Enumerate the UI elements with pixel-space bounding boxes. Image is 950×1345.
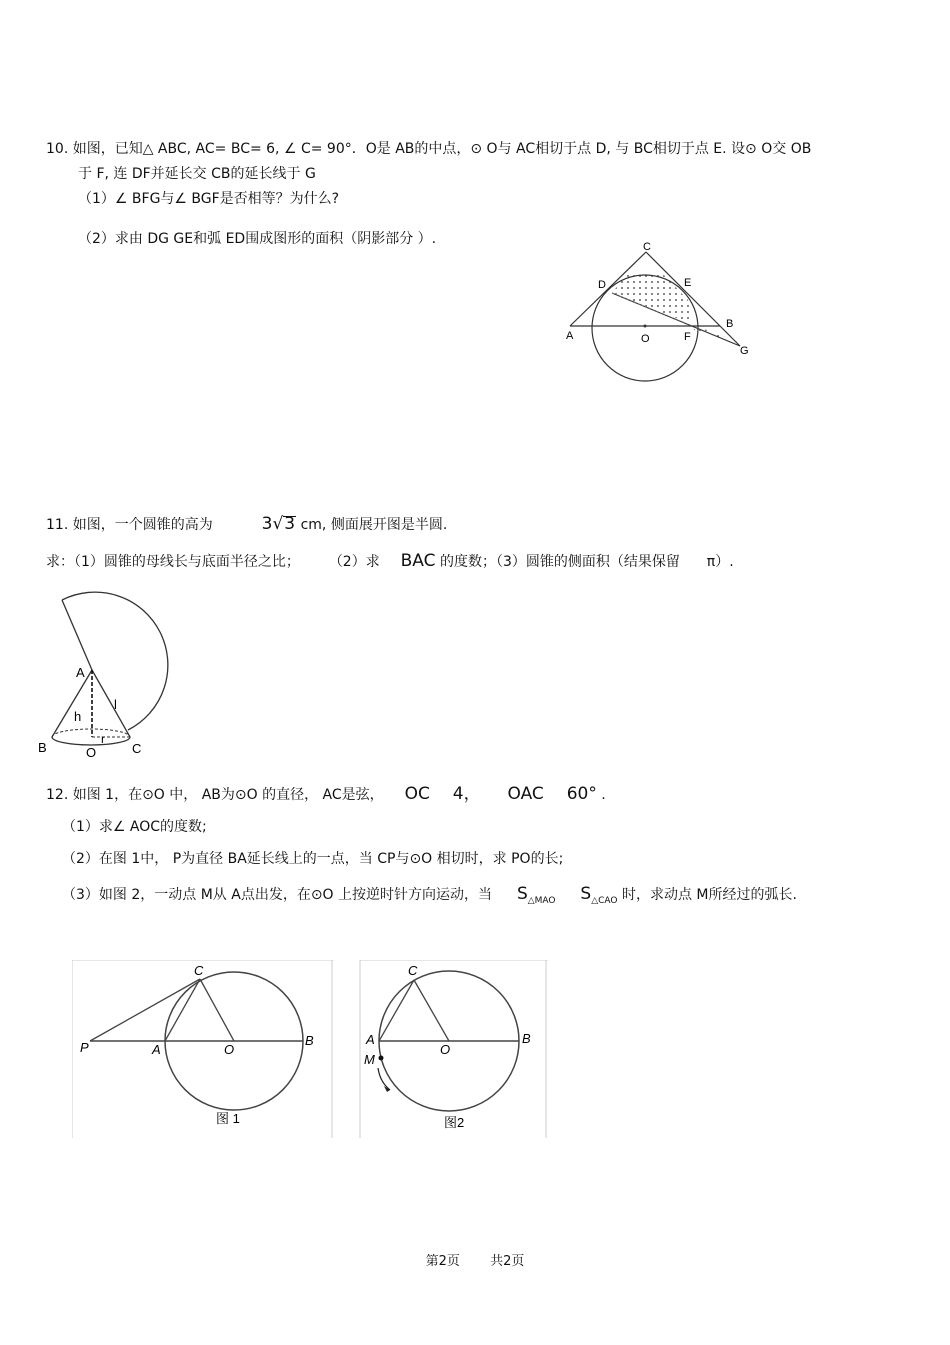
q11-line2-d: 的度数；（3）圆锥的侧面积（结果保留 (439, 554, 680, 570)
q10-label-o: O (641, 333, 650, 345)
fig1-label-a: A (152, 1042, 161, 1057)
q10-label-g: G (740, 345, 749, 357)
q11-label-o: O (86, 745, 97, 760)
fig2-label-o: O (440, 1042, 451, 1057)
footer-page: 第2页 (425, 1254, 460, 1269)
fig2-label-c: C (408, 963, 418, 978)
q10-label-b: B (726, 318, 734, 330)
q11-figure (30, 585, 200, 765)
q10-part2: （2）求由 DG GE和弧 ED围成图形的面积（阴影部分 ）. (78, 231, 437, 247)
q12-line1-a: 12. 如图 1，在⊙O 中， AB为⊙O 的直径， AC是弦， (46, 787, 384, 803)
q11-label-b: B (38, 740, 47, 755)
q12-part3 (62, 885, 797, 910)
q10-figure (560, 238, 760, 388)
fig2-label-b: B (522, 1031, 531, 1046)
q11-label-l: l (114, 697, 117, 712)
q12-s2: S (580, 884, 592, 904)
q10-label-a: A (566, 330, 574, 342)
q11-line2-b: （2）求 (328, 554, 380, 570)
q12-s2-sub: △CAO (591, 895, 618, 906)
q11-label-h: h (74, 709, 82, 724)
q12-part3-a: （3）如图 2，一动点 M从 A点出发，在⊙O 上按逆时针方向运动，当 (62, 887, 493, 903)
page-footer (0, 1250, 950, 1269)
q10-label-e: E (684, 277, 692, 289)
q12-part1: （1）求∠ AOC的度数; (62, 819, 207, 835)
q12-oac: OAC (507, 784, 544, 804)
fig1-label-b: B (305, 1033, 314, 1048)
fig2-label-a: A (366, 1032, 375, 1047)
q11-line1: 11. 如图，一个圆锥的高为 3√3 cm, 侧面展开图是半圆. (46, 514, 448, 534)
fig1-label-p: P (80, 1040, 89, 1055)
q11-line1-pre: 11. 如图，一个圆锥的高为 (46, 517, 213, 533)
fig2-caption: 图2 (444, 1115, 465, 1130)
q11-coef: 3 (261, 514, 273, 534)
q11-line2-a: 求：（1）圆锥的母线长与底面半径之比； (46, 554, 300, 570)
q12-oc: OC (404, 784, 430, 804)
q10-line2: 于 F, 连 DF并延长交 CB的延长线于 G (78, 166, 316, 182)
q10-label-d: D (598, 279, 606, 291)
q11-line2-c: BAC (400, 551, 436, 571)
q12-figure-2 (358, 960, 550, 1138)
q12-sixty: 60° (566, 784, 597, 804)
q10-part1: （1）∠ BFG与∠ BGF是否相等？为什么? (78, 191, 340, 207)
q12-line1 (46, 785, 606, 804)
q10-label-c: C (643, 241, 651, 253)
q11-line2 (46, 552, 734, 571)
q11-label-c: C (132, 741, 142, 756)
fig2-label-m: M (364, 1052, 375, 1067)
fig1-caption: 图 1 (216, 1111, 240, 1126)
q11-label-r: r (101, 732, 105, 746)
q11-radicand: 3 (284, 514, 296, 534)
q10-line1: 10. 如图，已知△ ABC, AC= BC= 6, ∠ C= 90°．O是 AB的中点，⊙ O与 AC相切于点 D, 与 BC相切于点 E. 设⊙ O交 OB (46, 141, 812, 157)
q12-s1-sub: △MAO (527, 895, 556, 906)
q12-four: 4， (452, 784, 481, 804)
q11-line2-e: π）. (706, 554, 734, 570)
fig1-label-o: O (224, 1042, 235, 1057)
q12-figure-1 (72, 960, 334, 1138)
q12-part3-b: 时，求动点 M所经过的弧长. (621, 887, 797, 903)
q12-part2: （2）在图 1中， P为直径 BA延长线上的一点，当 CP与⊙O 相切时，求 PO的长; (62, 851, 564, 867)
footer-total: 共2页 (490, 1254, 525, 1269)
q12-dot: . (601, 787, 606, 803)
q11-line1-post: cm, 侧面展开图是半圆. (300, 517, 448, 533)
q11-label-a: A (76, 665, 85, 680)
q12-s1: S (516, 884, 528, 904)
q10-label-f: F (684, 331, 691, 343)
fig1-label-c: C (194, 963, 204, 978)
